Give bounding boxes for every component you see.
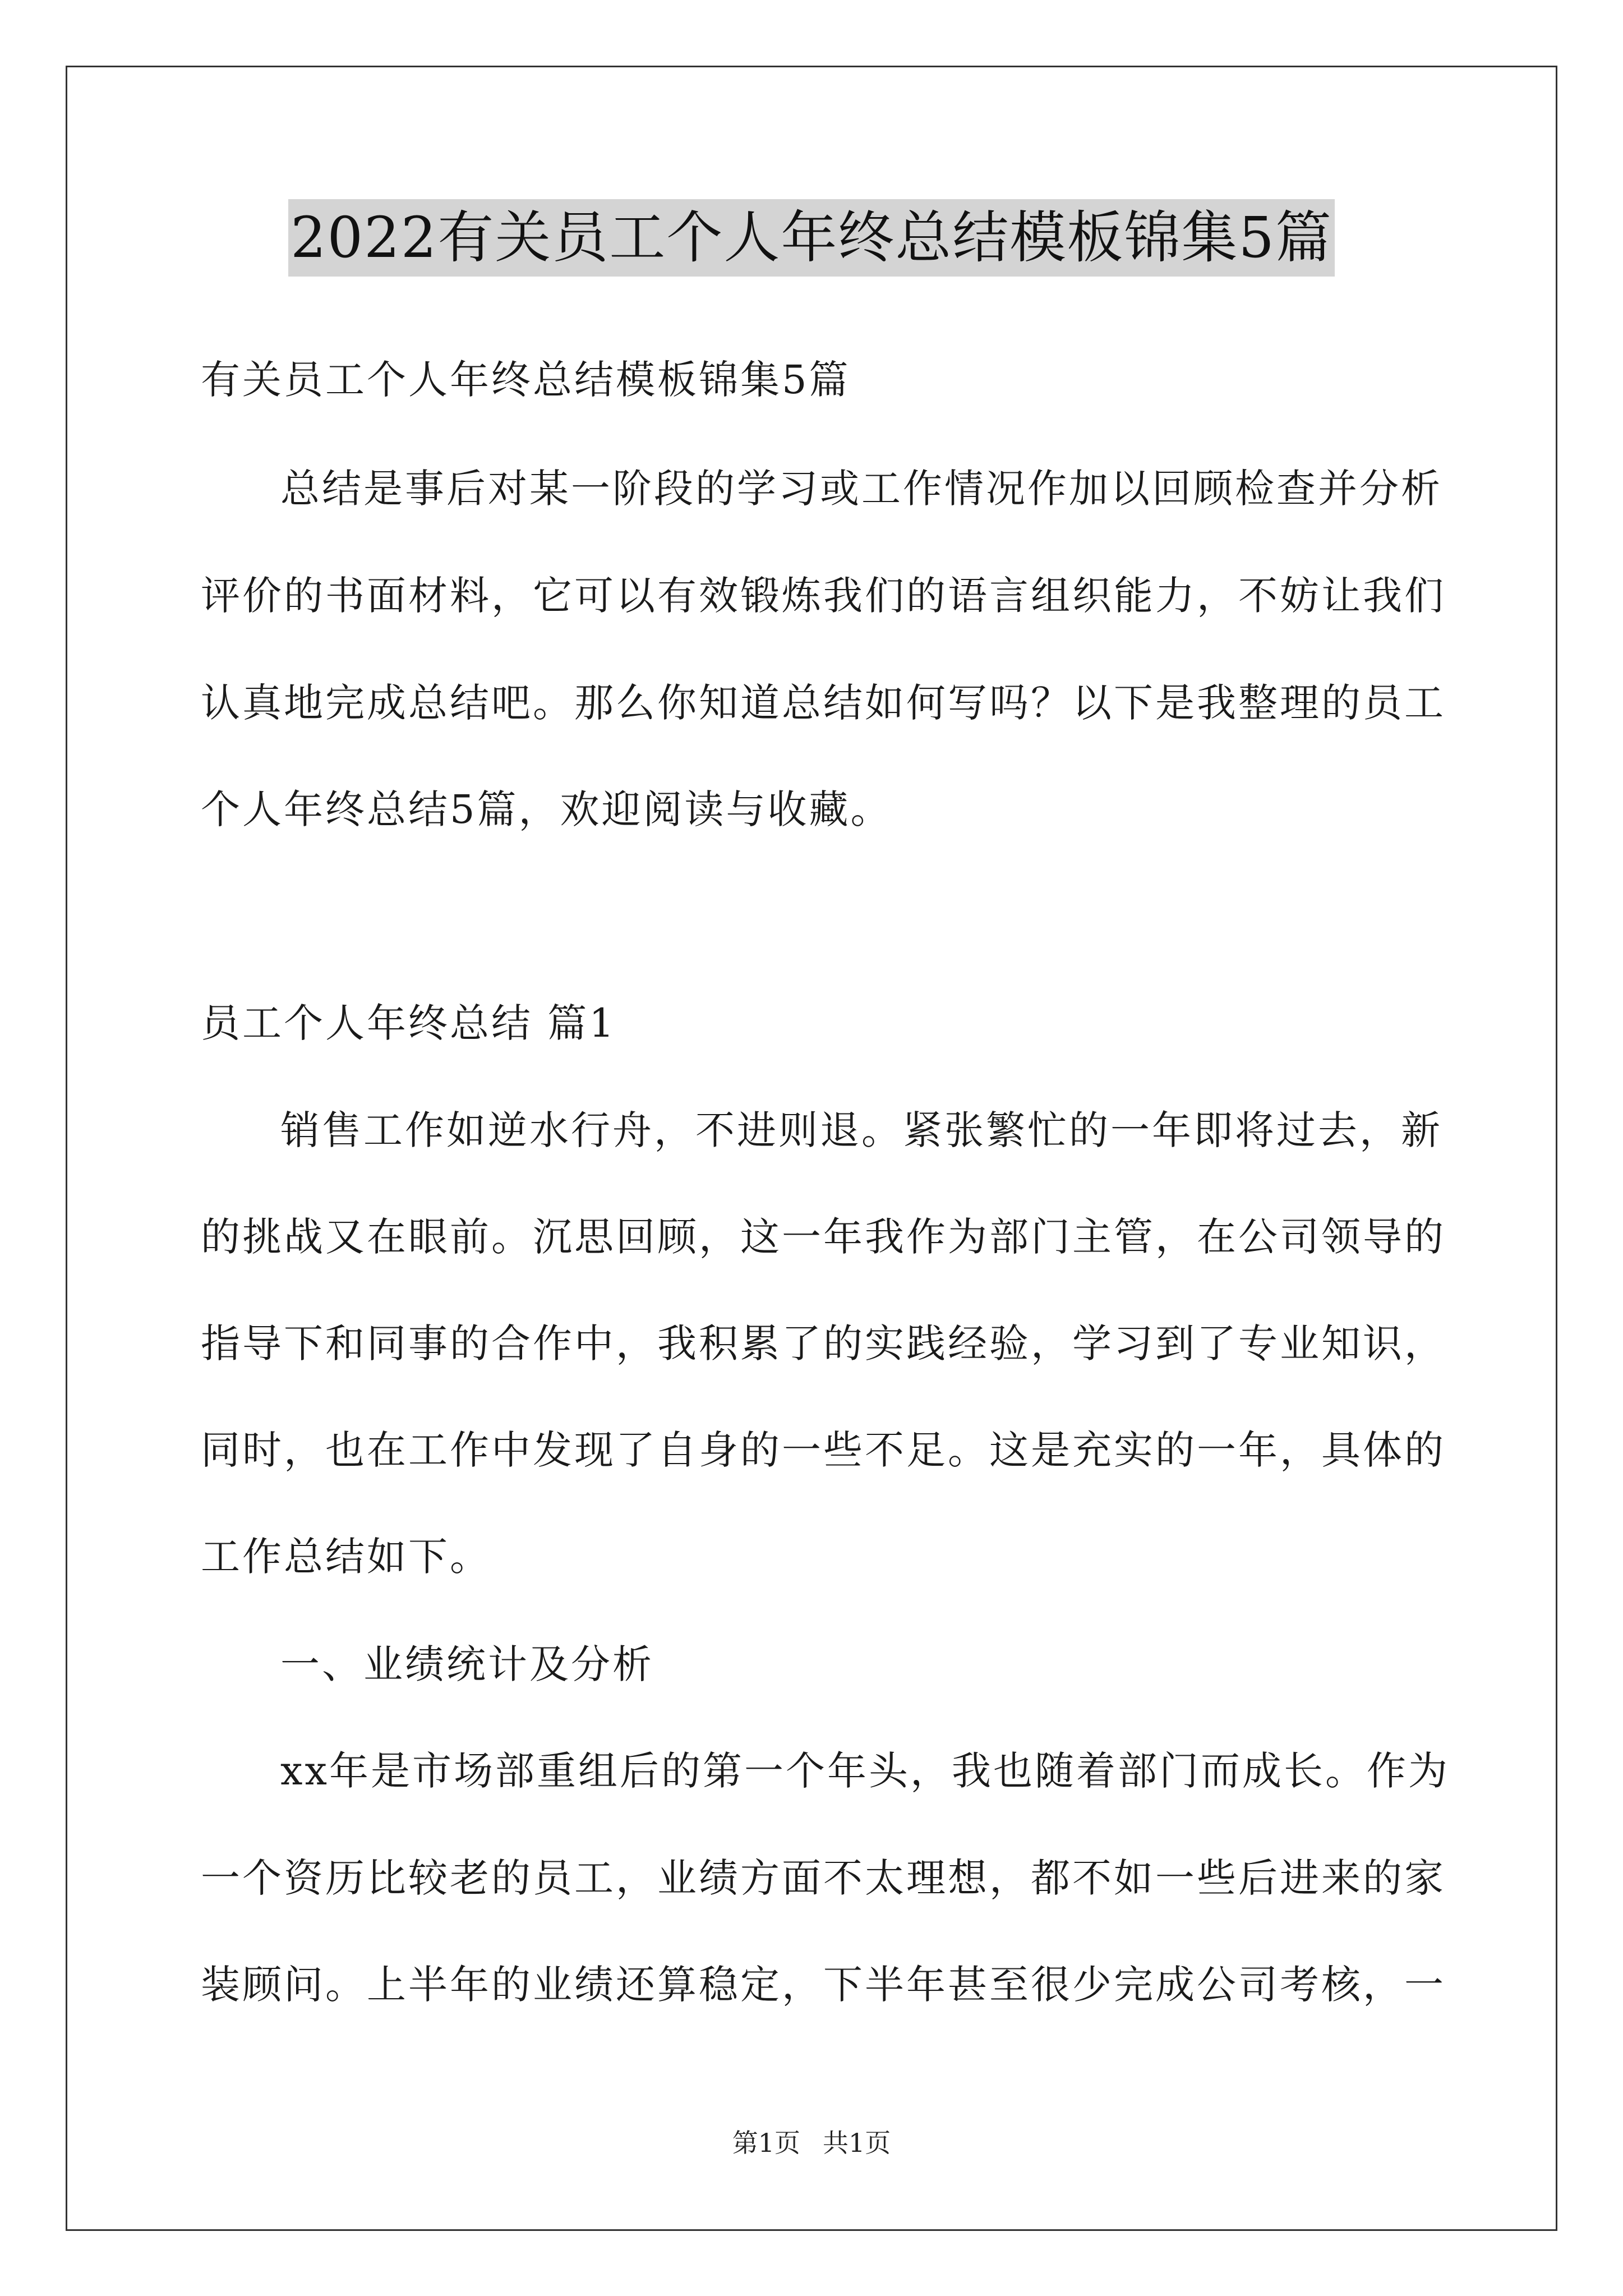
paragraph-line: 指导下和同事的合作中，我积累了的实践经验，学习到了专业知识，	[201, 1320, 1446, 1366]
paragraph-line: 的挑战又在眼前。沉思回顾，这一年我作为部门主管，在公司领导的	[201, 1214, 1446, 1260]
section-heading: 员工个人年终总结 篇1	[201, 1000, 616, 1046]
paragraph-line: 个人年终总结5篇，欢迎阅读与收藏。	[201, 786, 892, 832]
paragraph-line: 工作总结如下。	[201, 1534, 491, 1580]
paragraph-line: 评价的书面材料，它可以有效锻炼我们的语言组织能力，不妨让我们	[201, 573, 1446, 619]
paragraph-line: 总结是事后对某一阶段的学习或工作情况作加以回顾检查并分析	[280, 466, 1442, 512]
paragraph-line: 销售工作如逆水行舟，不进则退。紧张繁忙的一年即将过去，新	[280, 1107, 1442, 1153]
paragraph-line: 认真地完成总结吧。那么你知道总结如何写吗？以下是我整理的员工	[201, 680, 1446, 726]
title-container	[0, 199, 1623, 277]
document-title: 2022有关员工个人年终总结模板锦集5篇	[288, 199, 1335, 277]
page-number: 第1页	[732, 2128, 800, 2158]
paragraph-line: xx年是市场部重组后的第一个年头，我也随着部门而成长。作为	[280, 1748, 1450, 1794]
subheading-line: 一、业绩统计及分析	[280, 1641, 654, 1687]
paragraph-line: 同时，也在工作中发现了自身的一些不足。这是充实的一年，具体的	[201, 1427, 1446, 1473]
paragraph-line: 一个资历比较老的员工，业绩方面不太理想，都不如一些后进来的家	[201, 1855, 1446, 1901]
page-total: 共1页	[823, 2128, 891, 2158]
paragraph-line: 装顾问。上半年的业绩还算稳定，下半年甚至很少完成公司考核，一	[201, 1962, 1446, 2008]
page-footer	[0, 2126, 1623, 2160]
subtitle-line: 有关员工个人年终总结模板锦集5篇	[201, 357, 851, 403]
